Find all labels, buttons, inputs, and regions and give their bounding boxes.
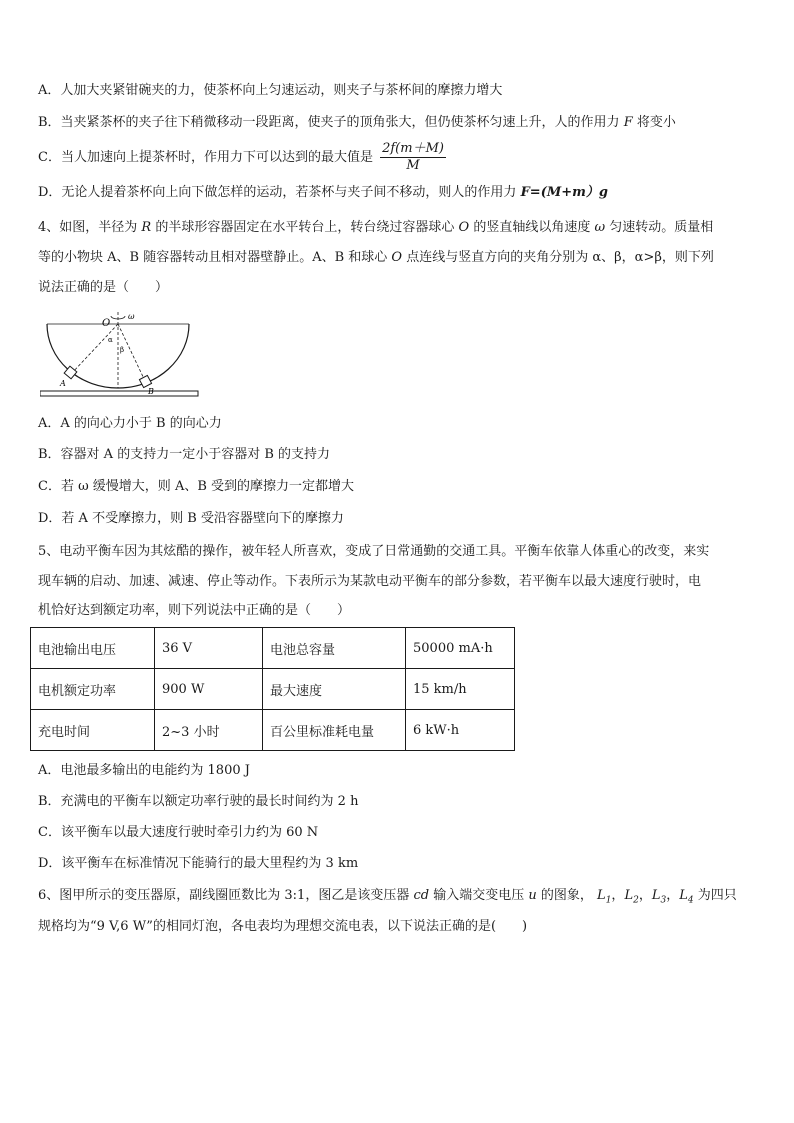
q4-text: 4、如图，半径为 [38,220,138,235]
q3-option-d-formula: F=(M+m）g [520,185,608,200]
label-a: A [60,379,66,388]
hemisphere-figure [40,306,200,400]
lamp-subscript: 1 [605,895,612,906]
q6-text: 输入端交变电压 [433,888,525,903]
table-cell: 电池总容量 [263,628,406,669]
q4-stem-line1 [38,219,713,237]
label-beta: β [120,346,125,354]
lamp-l1 [597,888,612,906]
q4-stem-line2 [38,249,714,267]
q4-text: 匀速转动。质量相 [609,220,714,235]
q4-text: 点连线与竖直方向的夹角分别为 α、β，α>β，则下列 [406,250,714,265]
lamp-letter: L [679,888,688,903]
q6-var-u: u [528,888,537,903]
q6-stem-line1: 6、图甲所示的变压器原，副线圈匝数比为 3:1，图乙是该变压器 cd 输入端交变电压 u 的图象， $L_1$，$L_2$，$L_3$，$L_4$ 为四只 [38,888,737,906]
radius-line-a [71,324,118,374]
q6-text: 为四只 [697,888,737,903]
table-cell: 50000 mA·h [406,628,515,669]
q4-text: 的半球形容器固定在水平转台上，转台绕过容器球心 [155,220,455,235]
q4-option-a: A．A 的向心力小于 B 的向心力 [38,416,222,431]
table-cell: 6 kW·h [406,710,515,751]
q5-stem-line1: 5、电动平衡车因为其炫酷的操作，被年轻人所喜欢，变成了日常通勤的交通工具。平衡车依靠人体重心的改变，来实 [38,544,710,559]
table-cell: 百公里标准耗电量 [263,710,406,751]
table-cell: 36 V [155,628,263,669]
parameter-table [30,627,515,751]
fraction-numerator: 2f(m＋M) [382,141,444,156]
table-row [31,669,515,710]
q5-stem-line3: 机恰好达到额定功率，则下列说法中正确的是（ ） [38,603,351,618]
q4-var-r: R [141,220,152,235]
lamp-l4 [679,888,694,906]
q5-option-d: D．该平衡车在标准情况下能骑行的最大里程约为 3 km [38,856,359,871]
q3-option-b-text: B．当夹紧茶杯的夹子往下稍微移动一段距离，使夹子的顶角张大，但仍使茶杯匀速上升，人的作用力 [38,115,620,130]
q6-var-cd: cd [413,888,430,903]
lamp-subscript: 3 [660,895,667,906]
lamp-letter: L [624,888,634,903]
q3-option-b-end: 将变小 [636,115,676,130]
q6-stem-line2: 规格均为“9 V,6 W”的相同灯泡，各电表均为理想交流电表，以下说法正确的是( ) [38,919,528,934]
label-o: O [102,318,111,329]
q4-var-o: O [391,250,403,265]
q3-option-c-fraction [380,141,446,174]
q5-option-c: C．该平衡车以最大速度行驶时牵引力约为 60 N [38,825,319,840]
q4-option-c: C．若 ω 缓慢增大，则 A、B 受到的摩擦力一定都增大 [38,479,355,494]
lamp-subscript: 4 [687,895,694,906]
table-cell: 2~3 小时 [155,710,263,751]
q3-option-c-text: C．当人加速向上提茶杯时，作用力下可以达到的最大值是 [38,150,373,165]
table-cell: 最大速度 [263,669,406,710]
table-cell: 电机额定功率 [31,669,155,710]
q4-text: 的竖直轴线以角速度 [473,220,591,235]
q4-option-d: D．若 A 不受摩擦力，则 B 受沿容器壁向下的摩擦力 [38,511,344,526]
q6-text: 的图象， [540,888,593,903]
label-b: B [148,387,154,396]
q5-stem-line2: 现车辆的启动、加速、减速、停止等动作。下表所示为某款电动平衡车的部分参数，若平衡车以最大速度行驶时，电 [38,574,702,589]
table-row [31,710,515,751]
q4-option-b: B．容器对 A 的支持力一定小于容器对 B 的支持力 [38,447,331,462]
q4-stem-line3: 说法正确的是（ ） [38,280,169,295]
q3-option-c [38,140,446,176]
label-omega: ω [128,312,135,321]
q3-option-b [38,114,676,132]
q6-text: 6、图甲所示的变压器原，副线圈匝数比为 3:1，图乙是该变压器 [38,888,410,903]
table-cell: 电池输出电压 [31,628,155,669]
table-cell: 充电时间 [31,710,155,751]
q4-var-omega: ω [594,220,606,235]
block-b [139,375,151,387]
lamp-subscript: 2 [633,895,639,906]
q5-option-b: B．充满电的平衡车以额定功率行驶的最长时间约为 2 h [38,794,359,809]
lamp-letter: L [651,888,661,903]
q3-option-a: A．人加大夹紧钳碗夹的力，使茶杯向上匀速运动，则夹子与茶杯间的摩擦力增大 [38,83,503,98]
label-alpha: α [108,336,113,344]
table-row [31,628,515,669]
q4-var-o: O [458,220,470,235]
lamp-letter: L [597,888,606,903]
q5-option-a: A．电池最多输出的电能约为 1800 J [38,763,250,778]
q3-option-d-text: D．无论人提着茶杯向上向下做怎样的运动，若茶杯与夹子间不移动，则人的作用力 [38,185,517,200]
lamp-l3 [651,888,667,906]
turntable-base [40,391,198,396]
table-cell: 15 km/h [406,669,515,710]
fraction-denominator: M [406,158,420,173]
q4-text: 等的小物块 A、B 随容器转动且相对器壁静止。A、B 和球心 [38,250,388,265]
lamp-l2 [624,888,639,906]
q3-option-b-var: F [623,115,633,130]
table-cell: 900 W [155,669,263,710]
q3-option-d [38,184,608,202]
